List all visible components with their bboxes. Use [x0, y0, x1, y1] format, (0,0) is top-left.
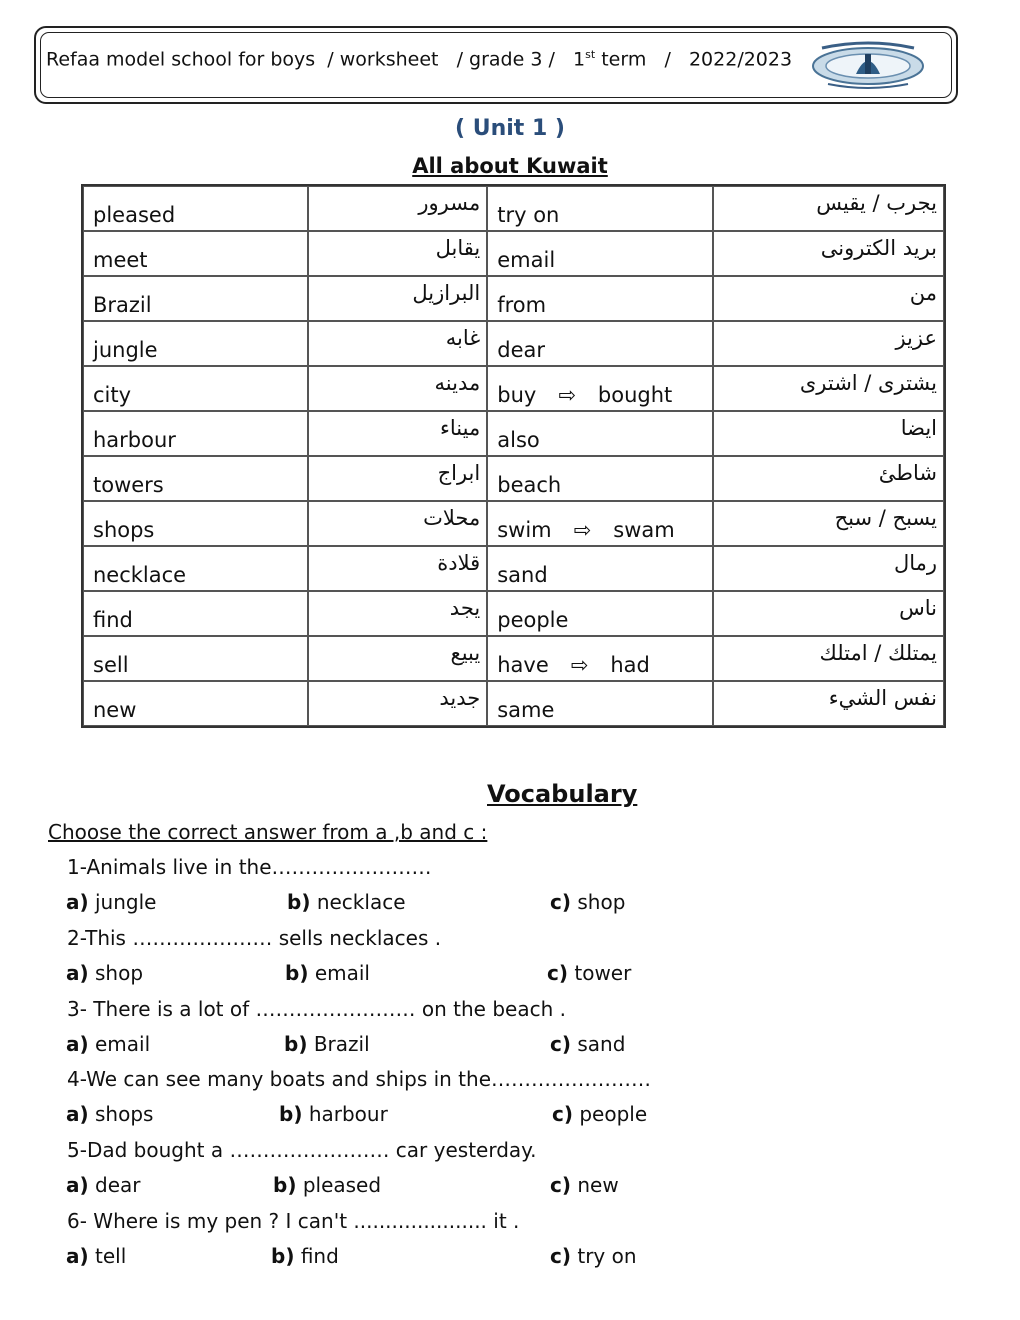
option-letter: a): [66, 890, 89, 914]
arabic-translation: مدينه: [434, 371, 481, 395]
option-letter: b): [279, 1102, 303, 1126]
arabic-translation: رمال: [893, 551, 937, 575]
answer-option-b[interactable]: [284, 1032, 370, 1056]
vocab-translation-cell: [713, 591, 944, 636]
term-number: 1: [573, 48, 586, 71]
answer-option-b[interactable]: [285, 961, 370, 985]
arabic-translation: نفس الشيء: [828, 686, 937, 710]
arabic-translation: يجرب / يقيس: [816, 191, 937, 215]
grade: grade 3: [469, 48, 543, 71]
option-text: dear: [95, 1173, 141, 1197]
unit-label: ( Unit 1 ): [455, 116, 565, 141]
option-text: shops: [95, 1102, 154, 1126]
option-text: people: [579, 1102, 648, 1126]
option-letter: b): [287, 890, 311, 914]
english-word: beach: [497, 473, 562, 497]
english-word: sell: [93, 653, 129, 677]
english-word: city: [93, 383, 132, 407]
english-word: jungle: [93, 338, 158, 362]
option-text: tower: [574, 961, 632, 985]
school-year: 2022/2023: [688, 48, 793, 71]
english-word: email: [497, 248, 556, 272]
vocab-word-cell: [83, 681, 308, 726]
vocab-row: [83, 591, 944, 636]
option-letter: c): [550, 1173, 571, 1197]
vocab-translation-cell: [713, 546, 944, 591]
vocab-translation-cell: [713, 456, 944, 501]
vocab-word-cell: [487, 681, 713, 726]
english-word: try on: [497, 203, 560, 227]
answer-option-c[interactable]: [550, 1173, 619, 1197]
answer-option-a[interactable]: [66, 1173, 140, 1197]
vocab-translation-cell: [308, 456, 487, 501]
arrow-right-icon: ⇨: [570, 653, 589, 677]
past-tense-word: swam: [613, 518, 675, 542]
answer-option-b[interactable]: [271, 1244, 339, 1268]
english-word: sand: [497, 563, 548, 587]
answer-option-a[interactable]: [66, 890, 156, 914]
arabic-translation: يمتلك / امتلك: [819, 641, 937, 665]
vocab-translation-cell: [308, 366, 487, 411]
vocab-word-cell: [83, 186, 308, 231]
vocab-translation-cell: [308, 546, 487, 591]
answer-option-c[interactable]: [550, 890, 625, 914]
english-word: Brazil: [93, 293, 152, 317]
vocab-row: [83, 186, 944, 231]
option-text: jungle: [95, 890, 157, 914]
vocab-translation-cell: [308, 636, 487, 681]
vocab-word-cell: [83, 411, 308, 456]
vocab-translation-cell: [713, 366, 944, 411]
term-word: term: [601, 48, 647, 71]
answer-option-b[interactable]: [279, 1102, 388, 1126]
vocab-word-cell: [487, 276, 713, 321]
answer-option-a[interactable]: [66, 1032, 150, 1056]
option-letter: b): [271, 1244, 295, 1268]
vocab-translation-cell: [713, 411, 944, 456]
arabic-translation: عزيز: [895, 326, 937, 350]
option-letter: a): [66, 961, 89, 985]
english-word: people: [497, 608, 569, 632]
arabic-translation: ابراج: [437, 461, 481, 485]
english-word: meet: [93, 248, 148, 272]
english-word: swim: [497, 518, 552, 542]
vocab-translation-cell: [713, 681, 944, 726]
answer-option-c[interactable]: [550, 1032, 625, 1056]
english-word: find: [93, 608, 133, 632]
english-word: dear: [497, 338, 545, 362]
vocab-row: [83, 546, 944, 591]
option-letter: a): [66, 1032, 89, 1056]
arabic-translation: ميناء: [440, 416, 481, 440]
vocab-row: [83, 681, 944, 726]
vocab-translation-cell: [308, 186, 487, 231]
english-word: also: [497, 428, 540, 452]
answer-option-a[interactable]: [66, 1244, 126, 1268]
option-letter: c): [550, 1244, 571, 1268]
vocab-translation-cell: [308, 231, 487, 276]
english-word: same: [497, 698, 555, 722]
vocab-word-cell: [83, 276, 308, 321]
vocab-translation-cell: [308, 321, 487, 366]
arabic-translation: شاطئ: [878, 461, 937, 485]
option-text: necklace: [316, 890, 406, 914]
english-word: pleased: [93, 203, 176, 227]
vocab-translation-cell: [308, 276, 487, 321]
option-letter: a): [66, 1244, 89, 1268]
option-text: harbour: [308, 1102, 388, 1126]
arabic-translation: يقابل: [435, 236, 481, 260]
vocab-word-cell: [83, 321, 308, 366]
arabic-translation: ايضا: [900, 416, 937, 440]
header-box: [34, 26, 958, 104]
vocab-translation-cell: [713, 321, 944, 366]
question-text: 4-We can see many boats and ships in the……………………: [67, 1067, 652, 1091]
question-text: 2-This ………………… sells necklaces .: [67, 926, 442, 950]
option-letter: b): [273, 1173, 297, 1197]
arabic-translation: من: [909, 281, 937, 305]
english-word: new: [93, 698, 137, 722]
arrow-right-icon: ⇨: [573, 518, 592, 542]
arabic-translation: يجد: [449, 596, 481, 620]
arabic-translation: البرازيل: [412, 281, 481, 305]
vocabulary-heading: Vocabulary: [487, 780, 638, 808]
option-letter: c): [550, 1032, 571, 1056]
arabic-translation: جديد: [439, 686, 481, 710]
arrow-right-icon: ⇨: [558, 383, 576, 407]
vocab-translation-cell: [308, 591, 487, 636]
english-word: harbour: [93, 428, 176, 452]
vocab-word-cell: [487, 321, 713, 366]
vocab-translation-cell: [713, 231, 944, 276]
answer-option-c[interactable]: [547, 961, 631, 985]
vocab-word-cell: [83, 231, 308, 276]
vocab-word-cell: [487, 501, 713, 546]
option-letter: b): [284, 1032, 308, 1056]
vocab-word-cell: [83, 591, 308, 636]
english-word: buy: [497, 383, 537, 407]
vocab-word-cell: [83, 456, 308, 501]
arabic-translation: يسبح / سبح: [834, 506, 937, 530]
vocab-word-cell: [487, 591, 713, 636]
vocab-word-cell: [487, 456, 713, 501]
option-text: Brazil: [313, 1032, 370, 1056]
past-tense-word: had: [610, 653, 650, 677]
option-letter: c): [550, 890, 571, 914]
option-text: try on: [577, 1244, 637, 1268]
arabic-translation: ناس: [899, 596, 937, 620]
vocab-word-cell: [487, 411, 713, 456]
doc-type: worksheet: [339, 48, 439, 71]
vocab-row: [83, 366, 944, 411]
english-word: have: [497, 653, 549, 677]
page-title: All about Kuwait: [412, 154, 608, 178]
question-text: 6- Where is my pen ? I can't ..................... it .: [67, 1209, 520, 1233]
vocab-word-cell: [487, 636, 713, 681]
vocab-word-cell: [83, 366, 308, 411]
vocab-row: [83, 456, 944, 501]
english-word: necklace: [93, 563, 187, 587]
option-text: email: [314, 961, 370, 985]
option-text: shop: [95, 961, 144, 985]
option-letter: c): [552, 1102, 573, 1126]
vocab-translation-cell: [713, 276, 944, 321]
option-text: find: [300, 1244, 339, 1268]
vocab-word-cell: [83, 636, 308, 681]
option-text: email: [95, 1032, 151, 1056]
vocab-row: [83, 321, 944, 366]
vocab-word-cell: [487, 186, 713, 231]
school-logo-icon: [808, 38, 928, 90]
answer-option-a[interactable]: [66, 1102, 153, 1126]
vocab-row: [83, 276, 944, 321]
vocab-row: [83, 501, 944, 546]
vocab-translation-cell: [713, 501, 944, 546]
option-letter: a): [66, 1102, 89, 1126]
arabic-translation: غابه: [445, 326, 481, 350]
answer-option-b[interactable]: [287, 890, 406, 914]
answer-option-a[interactable]: [66, 961, 143, 985]
arabic-translation: مسرور: [418, 191, 481, 215]
option-letter: c): [547, 961, 568, 985]
arabic-translation: يبيع: [450, 641, 481, 665]
answer-option-c[interactable]: [550, 1244, 637, 1268]
option-text: shop: [577, 890, 626, 914]
option-text: sand: [577, 1032, 626, 1056]
arabic-translation: يشترى / اشترى: [799, 371, 937, 395]
vocab-word-cell: [487, 546, 713, 591]
arabic-translation: قلادة: [437, 551, 481, 575]
english-word: from: [497, 293, 547, 317]
arabic-translation: بريد الكترونى: [820, 236, 937, 260]
vocabulary-table-body: [83, 186, 944, 726]
vocab-word-cell: [487, 231, 713, 276]
question-text: 3- There is a lot of …………………… on the beach .: [67, 997, 566, 1021]
vocab-translation-cell: [308, 411, 487, 456]
answer-option-b[interactable]: [273, 1173, 381, 1197]
answer-option-c[interactable]: [552, 1102, 647, 1126]
vocab-row: [83, 231, 944, 276]
vocab-translation-cell: [308, 501, 487, 546]
vocabulary-table: [81, 184, 946, 728]
vocab-translation-cell: [713, 636, 944, 681]
vocab-row: [83, 411, 944, 456]
vocab-word-cell: [487, 366, 713, 411]
question-text: 1-Animals live in the……………………: [67, 855, 432, 879]
past-tense-word: bought: [597, 383, 673, 407]
arabic-translation: محلات: [423, 506, 481, 530]
vocab-translation-cell: [713, 186, 944, 231]
vocab-row: [83, 636, 944, 681]
instruction: Choose the correct answer from a ,b and c :: [48, 820, 488, 844]
vocab-word-cell: [83, 501, 308, 546]
vocab-word-cell: [83, 546, 308, 591]
option-letter: a): [66, 1173, 89, 1197]
school-name: Refaa model school for boys: [46, 48, 316, 71]
english-word: towers: [93, 473, 164, 497]
option-text: tell: [95, 1244, 127, 1268]
header-text: Refaa model school for boys / worksheet / grade 3 / 1st term / 2022/2023: [46, 48, 793, 71]
option-text: pleased: [302, 1173, 382, 1197]
vocab-translation-cell: [308, 681, 487, 726]
option-text: new: [577, 1173, 619, 1197]
question-text: 5-Dad bought a …………………… car yesterday.: [67, 1138, 537, 1162]
option-letter: b): [285, 961, 309, 985]
english-word: shops: [93, 518, 155, 542]
term-suffix: st: [585, 48, 596, 61]
